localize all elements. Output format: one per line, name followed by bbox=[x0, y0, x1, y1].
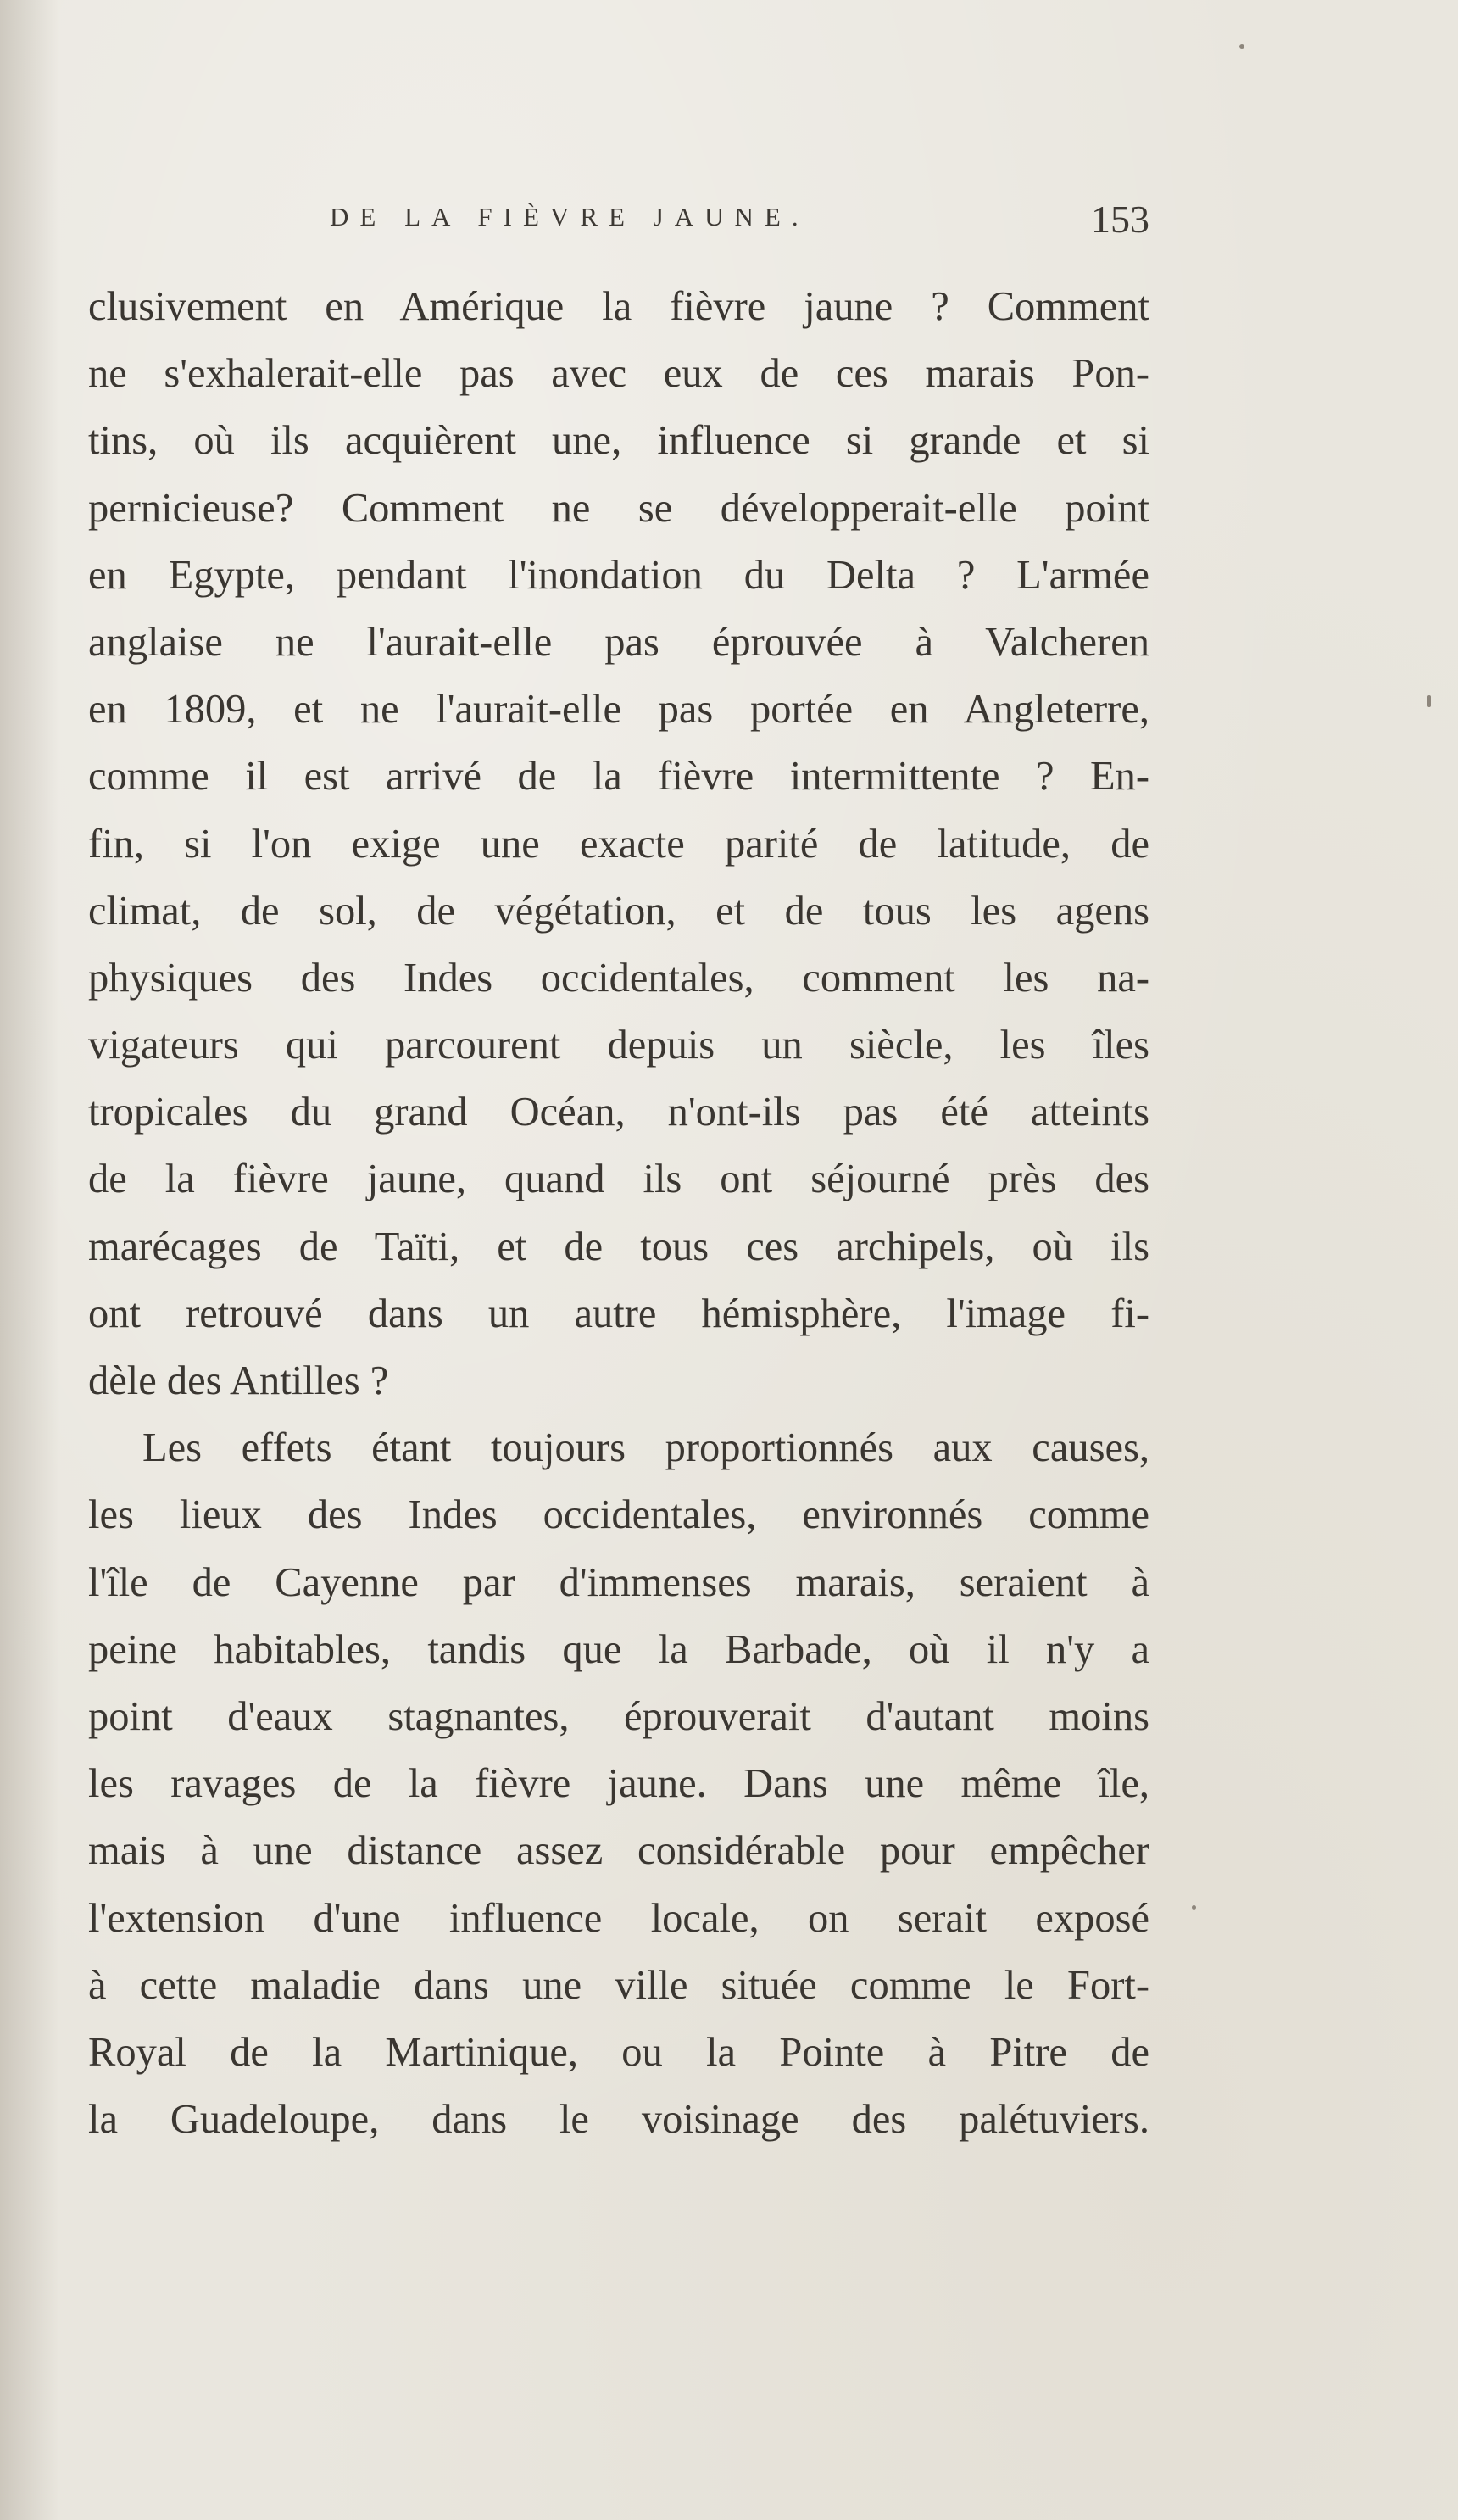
text-line: marécages de Taïti, et de tous ces archipels, où ils bbox=[88, 1224, 1149, 1269]
text-line: tins, où ils acquièrent une, influence si grande et si bbox=[88, 418, 1149, 464]
text-line: tropicales du grand Océan, n'ont-ils pas été atteints bbox=[88, 1090, 1149, 1135]
text-line: l'île de Cayenne par d'immenses marais, seraient à bbox=[88, 1559, 1149, 1605]
body-text bbox=[88, 273, 1149, 2153]
page-header bbox=[88, 197, 1149, 248]
running-head: DE LA FIÈVRE JAUNE. bbox=[330, 202, 810, 231]
text-line: en 1809, et ne l'aurait-elle pas portée en Angleterre, bbox=[88, 687, 1149, 733]
text-line: Les effets étant toujours proportionnés aux causes, bbox=[142, 1425, 1149, 1471]
text-line: pernicieuse? Comment ne se développerait-elle point bbox=[88, 485, 1149, 531]
text-line: physiques des Indes occidentales, comment les na- bbox=[88, 955, 1149, 1001]
text-line: à cette maladie dans une ville située comme le Fort- bbox=[88, 1962, 1149, 2008]
text-line: point d'eaux stagnantes, éprouverait d'autant moins bbox=[88, 1693, 1149, 1739]
text-line: vigateurs qui parcourent depuis un siècle, les îles bbox=[88, 1023, 1149, 1068]
text-line: mais à une distance assez considérable pour empêcher bbox=[88, 1828, 1149, 1874]
text-line: dèle des Antilles ? bbox=[88, 1358, 389, 1403]
paper-speck bbox=[1427, 695, 1431, 707]
paper-speck bbox=[1239, 44, 1244, 49]
text-line: les lieux des Indes occidentales, environnés comme bbox=[88, 1492, 1149, 1538]
paper-speck bbox=[1192, 1905, 1196, 1910]
text-line: clusivement en Amérique la fièvre jaune ? Comment bbox=[88, 284, 1149, 329]
text-line: en Egypte, pendant l'inondation du Delta ? L'armée bbox=[88, 552, 1149, 598]
text-line: l'extension d'une influence locale, on serait exposé bbox=[88, 1895, 1149, 1941]
text-line: anglaise ne l'aurait-elle pas éprouvée à Valcheren bbox=[88, 619, 1149, 665]
text-line: climat, de sol, de végétation, et de tous les agens bbox=[88, 888, 1149, 934]
text-line: Royal de la Martinique, ou la Pointe à Pitre de bbox=[88, 2029, 1149, 2075]
spine-shadow bbox=[0, 0, 59, 2520]
page-number: 153 bbox=[1091, 198, 1149, 241]
text-line: de la fièvre jaune, quand ils ont séjourné près des bbox=[88, 1157, 1149, 1202]
paragraph-2 bbox=[88, 1414, 1149, 2153]
text-line: la Guadeloupe, dans le voisinage des palétuviers. bbox=[88, 2097, 1149, 2143]
text-line: fin, si l'on exige une exacte parité de latitude, de bbox=[88, 821, 1149, 867]
text-line: ont retrouvé dans un autre hémisphère, l'image fi- bbox=[88, 1291, 1149, 1336]
text-line: ne s'exhalerait-elle pas avec eux de ces marais Pon- bbox=[88, 351, 1149, 397]
text-line: peine habitables, tandis que la Barbade, où il n'y a bbox=[88, 1626, 1149, 1672]
paragraph-1 bbox=[88, 273, 1149, 1414]
text-line: comme il est arrivé de la fièvre intermittente ? En- bbox=[88, 754, 1149, 800]
text-line: les ravages de la fièvre jaune. Dans une même île, bbox=[88, 1761, 1149, 1807]
